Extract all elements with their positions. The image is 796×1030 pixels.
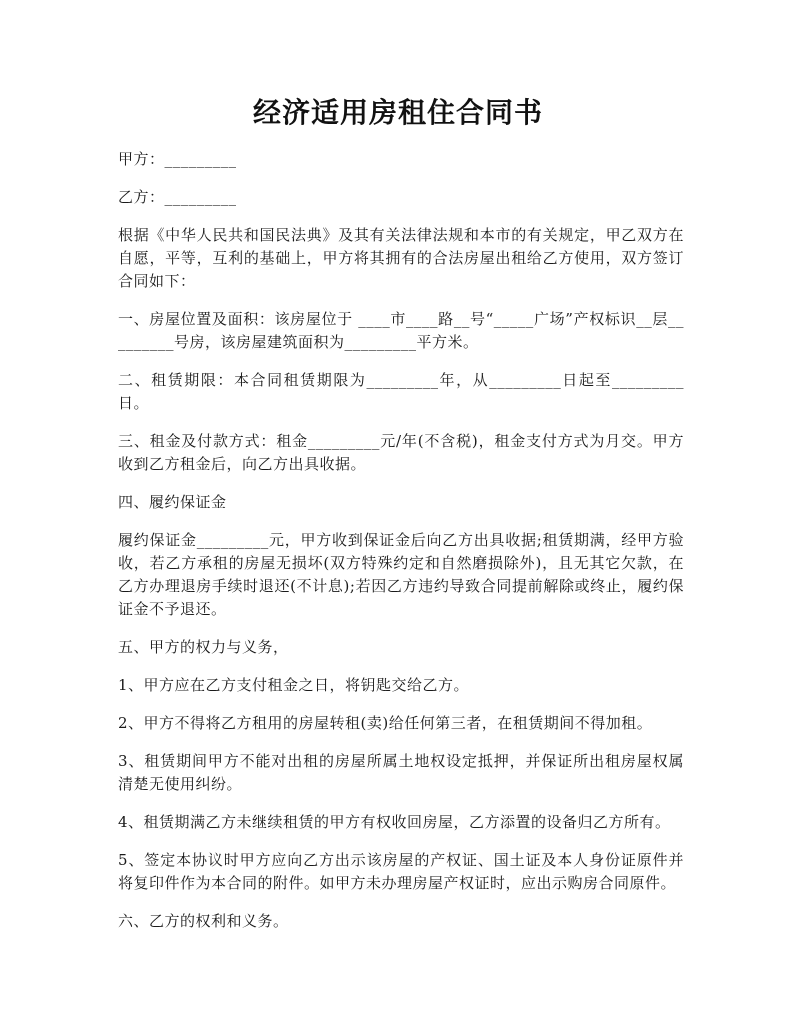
clause-5-item-3: 3、租赁期间甲方不能对出租的房屋所属土地权设定抵押，并保证所出租房屋权属清楚无使用纠纷。 <box>118 752 684 793</box>
clause-4-deposit: 履约保证金_________元，甲方收到保证金后向乙方出具收据;租赁期满，经甲方验收，若乙方承租的房屋无损坏(双方特殊约定和自然磨损除外)，且无其它欠款，在乙方办理退房手续时退还(不计息);若因乙方违约导致合同提前解除或终止，履约保证金不予退还。 <box>118 531 684 618</box>
clause-3-rent-payment: 三、租金及付款方式：租金_________元/年(不含税)，租金支付方式为月交。甲方收到乙方租金后，向乙方出具收据。 <box>118 432 684 473</box>
clause-5-item-5: 5、签定本协议时甲方应向乙方出示该房屋的产权证、国土证及本人身份证原件并将复印件作为本合同的附件。如甲方未办理房屋产权证时，应出示购房合同原件。 <box>118 851 684 892</box>
document-body <box>118 148 684 948</box>
clause-2-lease-term: 二、租赁期限：本合同租赁期限为_________年，从_________日起至_________日。 <box>118 371 684 412</box>
preamble-paragraph: 根据《中华人民共和国民法典》及其有关法律法规和本市的有关规定，甲乙双方在自愿，平等，互利的基础上，甲方将其拥有的合法房屋出租给乙方使用，双方签订合同如下： <box>118 226 684 290</box>
party-b-line: 乙方：_________ <box>118 188 237 206</box>
clause-5-heading: 五、甲方的权力与义务， <box>118 638 289 656</box>
clause-1-location-area: 一、房屋位置及面积：该房屋位于 ____市____路__号“_____广场”产权标识__层_________号房，该房屋建筑面积为_________平方米。 <box>118 310 684 351</box>
clause-6-heading: 六、乙方的权利和义务。 <box>118 912 289 930</box>
clause-5-item-4: 4、租赁期满乙方未继续租赁的甲方有权收回房屋，乙方添置的设备归乙方所有。 <box>118 813 671 831</box>
document-title: 经济适用房租住合同书 <box>252 96 543 129</box>
party-a-line: 甲方：_________ <box>118 150 237 168</box>
clause-5-item-1: 1、甲方应在乙方支付租金之日，将钥匙交给乙方。 <box>118 676 470 694</box>
clause-5-item-2: 2、甲方不得将乙方租用的房屋转租(卖)给任何第三者，在租赁期间不得加租。 <box>118 714 653 732</box>
clause-4-heading: 四、履约保证金 <box>118 493 227 511</box>
